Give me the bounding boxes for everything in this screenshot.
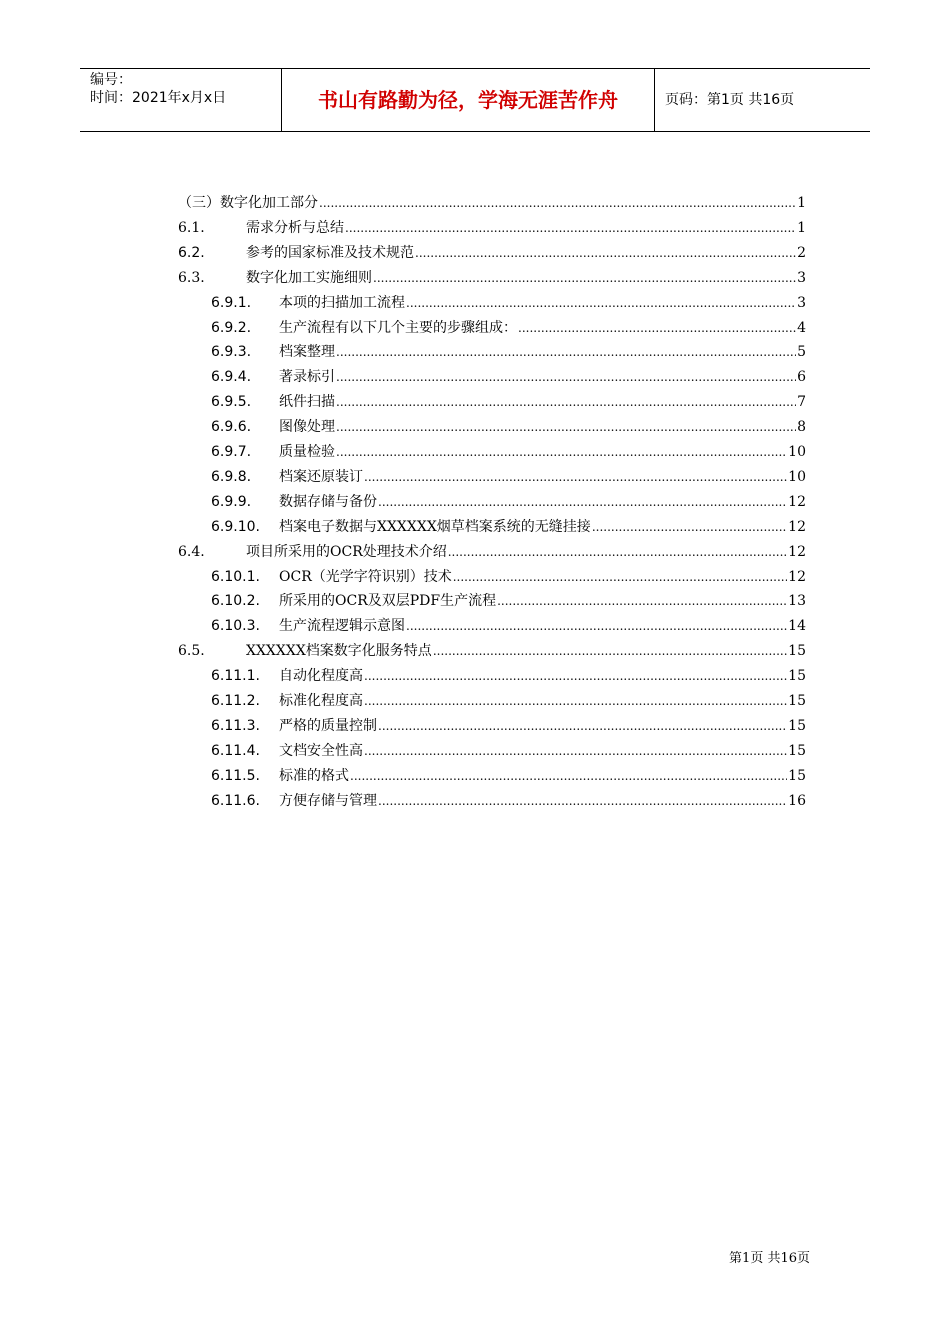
toc-entry-title: 著录标引	[279, 369, 335, 386]
toc-entry-page: 15	[788, 742, 806, 759]
toc-entry-title: 质量检验	[279, 444, 335, 460]
toc-entry-number: 6.9.7.	[211, 444, 252, 460]
toc-entry-number: 6.11.6.	[211, 792, 260, 809]
toc-leader-dots	[415, 242, 796, 264]
toc-entry-title: 标准化程度高	[279, 693, 363, 709]
toc-entry-number: 6.9.10.	[211, 518, 260, 535]
header-meta	[90, 71, 280, 107]
toc-entry[interactable]	[0, 217, 950, 239]
toc-leader-dots	[336, 366, 796, 388]
toc-entry-title: （三）数字化加工部分	[178, 195, 318, 211]
toc-leader-dots	[592, 516, 787, 538]
toc-entry-page: 6	[797, 369, 806, 386]
toc-entry-page: 2	[797, 244, 806, 261]
toc-entry[interactable]	[0, 765, 950, 787]
toc-entry[interactable]	[0, 466, 950, 488]
toc-entry-title: 档案电子数据与XXXXXX烟草档案系统的无缝挂接	[279, 518, 591, 535]
toc-leader-dots	[448, 541, 787, 563]
toc-leader-dots	[345, 217, 796, 239]
toc-entry-page: 10	[788, 444, 806, 460]
toc-entry-title: 自动化程度高	[279, 668, 363, 685]
toc-leader-dots	[364, 740, 787, 762]
number-label: 编号：	[90, 72, 132, 88]
toc-entry-title: 文档安全性高	[279, 742, 363, 759]
toc-leader-dots	[378, 491, 787, 513]
toc-entry-page: 12	[788, 543, 806, 560]
toc-entry[interactable]	[0, 491, 950, 513]
header-divider	[654, 69, 655, 131]
toc-entry-number: 6.9.9.	[211, 493, 252, 510]
toc-entry[interactable]	[0, 242, 950, 264]
toc-entry-number: 6.9.5.	[211, 394, 252, 411]
toc-entry-number: 6.9.3.	[211, 344, 252, 361]
toc-entry-page: 15	[788, 693, 806, 709]
toc-leader-dots	[497, 590, 787, 612]
toc-entry-page: 8	[797, 419, 806, 436]
toc-leader-dots	[453, 566, 787, 588]
toc-entry-title: 档案整理	[279, 344, 335, 361]
toc-entry-number: 6.9.1.	[211, 294, 252, 311]
toc-entry-page: 1	[797, 195, 806, 211]
toc-entry[interactable]	[0, 391, 950, 413]
toc-leader-dots	[378, 715, 787, 737]
toc-leader-dots	[433, 640, 787, 662]
toc-entry-title: 严格的质量控制	[279, 717, 377, 734]
toc-leader-dots	[364, 665, 787, 687]
toc-leader-dots	[336, 416, 796, 438]
toc-entry[interactable]	[0, 665, 950, 687]
toc-leader-dots	[406, 615, 787, 637]
toc-leader-dots	[336, 341, 796, 363]
toc-entry[interactable]	[0, 341, 950, 363]
toc-entry[interactable]	[0, 366, 950, 388]
toc-entry-page: 3	[797, 269, 806, 286]
toc-entry-page: 14	[788, 618, 806, 635]
toc-entry-title: 方便存储与管理	[279, 792, 377, 809]
toc-entry-number: 6.9.6.	[211, 419, 252, 436]
toc-entry-title: 档案还原装订	[279, 468, 363, 485]
toc-entry[interactable]	[0, 441, 950, 463]
header-page-info: 页码：第1页 共16页	[665, 92, 795, 108]
toc-entry-page: 4	[797, 319, 806, 336]
toc-entry-number: 6.9.4.	[211, 369, 252, 386]
page-header	[80, 68, 870, 132]
toc-entry-page: 10	[788, 468, 806, 485]
toc-entry-page: 12	[788, 518, 806, 535]
toc-leader-dots	[336, 441, 787, 463]
toc-entry[interactable]	[0, 790, 950, 812]
toc-entry-title: OCR（光学字符识别）技术	[279, 568, 452, 585]
toc-entry-number: 6.5.	[178, 643, 205, 660]
toc-entry-page: 15	[788, 643, 806, 660]
toc-entry-title: 生产流程有以下几个主要的步骤组成：	[279, 319, 517, 336]
toc-entry-number: 6.11.4.	[211, 742, 260, 759]
toc-entry-title: 所采用的OCR及双层PDF生产流程	[279, 593, 497, 610]
toc-entry[interactable]	[0, 640, 950, 662]
toc-entry-number: 6.9.2.	[211, 319, 252, 336]
toc-entry-number: 6.10.2.	[211, 593, 260, 610]
toc-leader-dots	[350, 765, 787, 787]
toc-entry-number: 6.11.2.	[211, 693, 260, 709]
toc-entry-number: 6.10.1.	[211, 568, 260, 585]
toc-entry-page: 3	[797, 294, 806, 311]
toc-entry-number: 6.11.3.	[211, 717, 260, 734]
toc-entry[interactable]	[0, 566, 950, 588]
toc-entry-page: 5	[797, 344, 806, 361]
toc-entry[interactable]	[0, 416, 950, 438]
toc-entry[interactable]	[0, 317, 950, 339]
toc-entry[interactable]	[0, 690, 950, 712]
toc-entry-page: 7	[797, 394, 806, 411]
toc-entry-page: 1	[797, 219, 806, 236]
toc-entry[interactable]	[0, 292, 950, 314]
toc-entry[interactable]	[0, 740, 950, 762]
toc-entry[interactable]	[0, 516, 950, 538]
toc-entry[interactable]	[0, 615, 950, 637]
toc-entry-title: 纸件扫描	[279, 394, 335, 411]
toc-leader-dots	[319, 192, 796, 214]
toc-entry-number: 6.10.3.	[211, 618, 260, 635]
toc-entry-page: 15	[788, 717, 806, 734]
toc-entry-number: 6.1.	[178, 219, 205, 236]
toc-leader-dots	[364, 466, 787, 488]
footer-page-info: 第1页 共16页	[729, 1251, 810, 1266]
toc-entry-title: 需求分析与总结	[246, 219, 344, 236]
toc-entry-page: 15	[788, 767, 806, 784]
toc-entry-number: 6.3.	[178, 269, 205, 286]
toc-entry-title: 参考的国家标准及技术规范	[246, 244, 414, 261]
toc-leader-dots	[518, 317, 796, 339]
toc-entry-title: 本项的扫描加工流程	[279, 294, 405, 311]
toc-entry-page: 12	[788, 568, 806, 585]
toc-entry-title: 图像处理	[279, 419, 335, 436]
toc-entry-title: 数据存储与备份	[279, 493, 377, 510]
toc-entry-title: 标准的格式	[279, 767, 349, 784]
toc-entry-number: 6.4.	[178, 543, 205, 560]
toc-entry-number: 6.11.1.	[211, 668, 260, 685]
toc-entry[interactable]	[0, 590, 950, 612]
toc-entry-page: 12	[788, 493, 806, 510]
toc-entry[interactable]	[0, 541, 950, 563]
time-label: 时间：2021年x月x日	[90, 90, 227, 106]
toc-entry[interactable]	[0, 192, 950, 214]
toc-entry-number: 6.11.5.	[211, 767, 260, 784]
toc-entry-title: 数字化加工实施细则	[246, 269, 372, 286]
toc-leader-dots	[364, 690, 787, 712]
toc-leader-dots	[336, 391, 796, 413]
toc-entry-number: 6.9.8.	[211, 468, 252, 485]
toc-leader-dots	[373, 267, 796, 289]
toc-entry-page: 15	[788, 668, 806, 685]
toc-entry-page: 13	[788, 593, 806, 610]
header-motto: 书山有路勤为径，学海无涯苦作舟	[318, 88, 618, 112]
toc-entry-title: XXXXXX档案数字化服务特点	[246, 643, 432, 660]
toc-entry-page: 16	[788, 792, 806, 809]
toc-entry-title: 项目所采用的OCR处理技术介绍	[246, 543, 447, 560]
toc-entry-title: 生产流程逻辑示意图	[279, 618, 405, 635]
toc-leader-dots	[378, 790, 787, 812]
toc-entry[interactable]	[0, 267, 950, 289]
toc-leader-dots	[406, 292, 796, 314]
toc-entry[interactable]	[0, 715, 950, 737]
toc-entry-number: 6.2.	[178, 244, 205, 261]
